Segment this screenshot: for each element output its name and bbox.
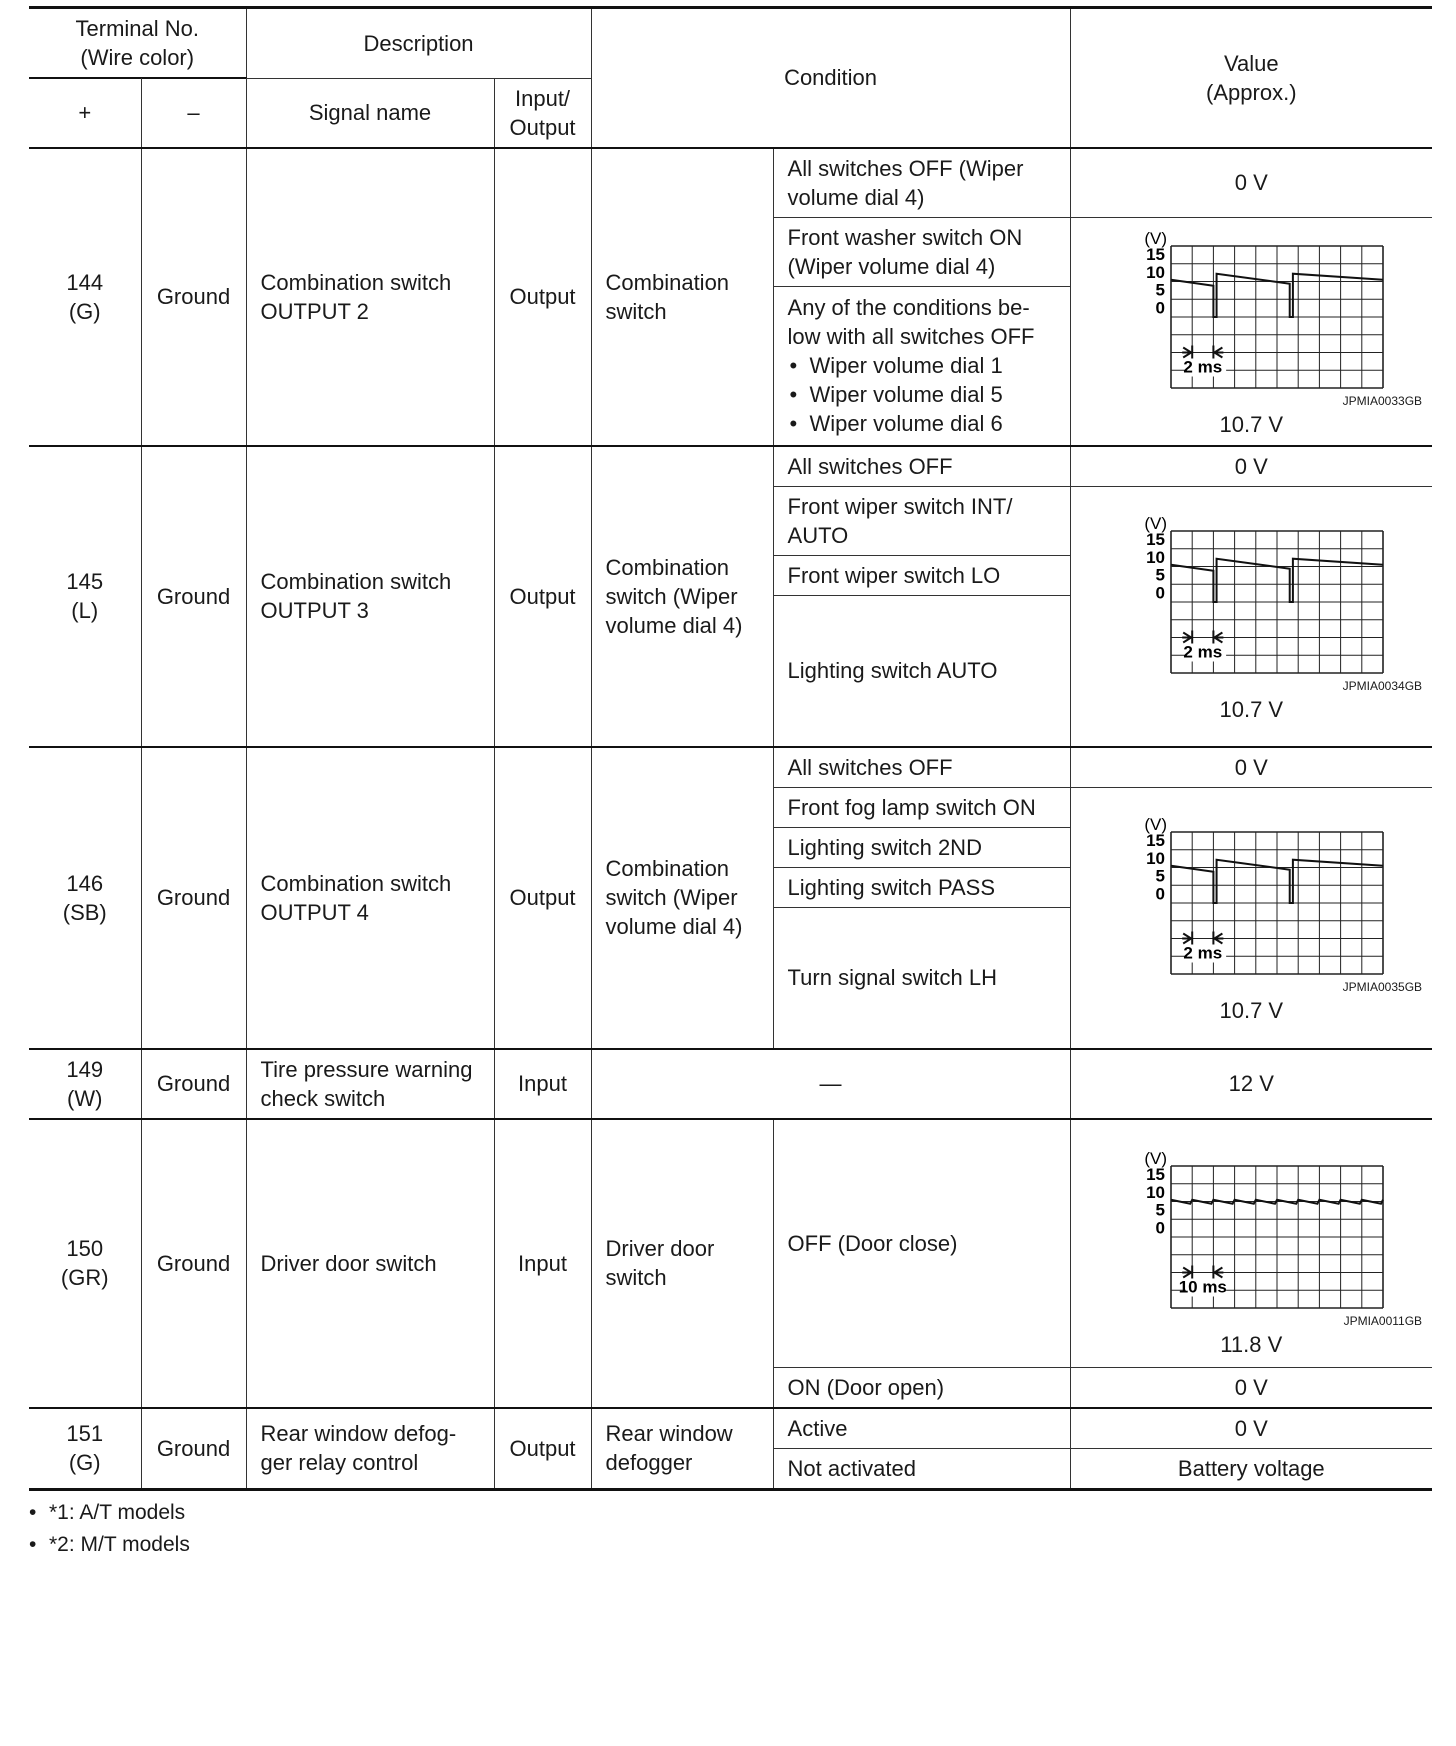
- axis-tick-label: 5: [1155, 565, 1166, 584]
- ground-cell: Ground: [141, 747, 246, 1049]
- value-cell: 0 V: [1070, 1408, 1432, 1449]
- terminal-spec-table: [29, 6, 1432, 1491]
- axis-tick-label: 0: [1155, 884, 1166, 904]
- waveform-svg: [1101, 1142, 1401, 1314]
- scale-arrow: [1182, 1267, 1191, 1277]
- signal-name-cell: Combination switch OUTPUT 3: [246, 446, 494, 747]
- io-cell: Output: [494, 1408, 591, 1490]
- signal-name-cell: Combination switch OUTPUT 2: [246, 148, 494, 446]
- axis-tick-label: 15: [1146, 244, 1166, 264]
- time-scale-label: 2 ms: [1183, 943, 1223, 963]
- terminal-cell: 151 (G): [29, 1408, 141, 1490]
- scale-arrow: [1182, 934, 1191, 944]
- io-cell: Output: [494, 446, 591, 747]
- waveform-graph: [1079, 507, 1425, 679]
- axis-unit-label: (V): [1144, 228, 1168, 248]
- io-cell: Output: [494, 148, 591, 446]
- header-description: Description: [246, 8, 591, 79]
- waveform-svg: [1101, 507, 1401, 679]
- condition-cell: Front wiper switch INT/ AUTO: [773, 486, 1070, 555]
- list-item: • Wiper volume dial 5: [810, 380, 1056, 409]
- ground-cell: Ground: [141, 1408, 246, 1490]
- condition-cell: Front washer switch ON (Wiper volume dial 4): [773, 217, 1070, 287]
- list-item: • Wiper volume dial 1: [810, 351, 1056, 380]
- scale-arrow: [1182, 632, 1191, 642]
- axis-tick-label: 5: [1155, 280, 1166, 299]
- ground-cell: Ground: [141, 148, 246, 446]
- waveform-cell: [1070, 1119, 1432, 1368]
- condition-cell: Lighting switch 2ND: [773, 827, 1070, 867]
- waveform-svg: [1101, 222, 1401, 394]
- header-input-output: Input/ Output: [494, 78, 591, 148]
- condition-cell: Lighting switch PASS: [773, 867, 1070, 907]
- axis-tick-label: 15: [1146, 831, 1166, 850]
- header-value: Value (Approx.): [1070, 8, 1432, 148]
- axis-unit-label: (V): [1144, 815, 1168, 834]
- condition-cell: OFF (Door close): [773, 1119, 1070, 1368]
- header-minus: –: [141, 78, 246, 148]
- scale-arrow: [1215, 347, 1224, 357]
- axis-tick-label: 0: [1155, 1217, 1166, 1237]
- waveform-value: 10.7 V: [1219, 411, 1284, 437]
- header-plus: +: [29, 78, 141, 148]
- condition-cell: Any of the conditions be-low with all switches OFF • Wiper volume dial 1 • Wiper volume dial 5 • Wiper volume dial 6: [773, 287, 1070, 446]
- value-cell: 0 V: [1070, 446, 1432, 487]
- condition-cell: Front wiper switch LO: [773, 555, 1070, 595]
- value-cell: 0 V: [1070, 747, 1432, 788]
- axis-tick-label: 10: [1146, 848, 1166, 868]
- scale-arrow: [1215, 632, 1224, 642]
- condition-group-cell: Driver door switch: [591, 1119, 773, 1408]
- time-scale-label: 2 ms: [1183, 357, 1223, 376]
- waveform-svg: [1101, 808, 1401, 980]
- footnote: • *1: A/T models: [29, 1497, 1432, 1529]
- waveform-value: 10.7 V: [1219, 998, 1284, 1023]
- terminal-cell: 145 (L): [29, 446, 141, 747]
- figure-code: JPMIA0034GB: [1342, 678, 1423, 693]
- waveform-graph: [1079, 1142, 1425, 1314]
- waveform-value: 10.7 V: [1219, 696, 1284, 722]
- scale-arrow: [1215, 934, 1224, 944]
- terminal-cell: 144 (G): [29, 148, 141, 446]
- table-row: [29, 1049, 1432, 1119]
- axis-tick-label: 15: [1146, 529, 1166, 549]
- condition-cell: Lighting switch AUTO: [773, 595, 1070, 747]
- footnotes: [29, 1497, 1432, 1561]
- scale-arrow: [1182, 347, 1191, 357]
- axis-tick-label: 5: [1155, 866, 1166, 886]
- waveform-cell: [1070, 217, 1432, 446]
- header-condition: Condition: [591, 8, 1070, 148]
- terminal-cell: 150 (GR): [29, 1119, 141, 1408]
- condition-cell: ON (Door open): [773, 1367, 1070, 1408]
- signal-name-cell: Combination switch OUTPUT 4: [246, 747, 494, 1049]
- condition-group-cell: Combination switch (Wiper volume dial 4): [591, 446, 773, 747]
- ground-cell: Ground: [141, 1119, 246, 1408]
- figure-code: JPMIA0033GB: [1342, 393, 1423, 408]
- condition-cell: All switches OFF: [773, 446, 1070, 487]
- condition-cell: All switches OFF (Wiper volume dial 4): [773, 148, 1070, 218]
- waveform-cell: [1070, 787, 1432, 1049]
- table-row: [29, 1119, 1432, 1368]
- table-row: [29, 148, 1432, 218]
- condition-cell: Turn signal switch LH: [773, 907, 1070, 1049]
- value-cell: 0 V: [1070, 1367, 1432, 1408]
- value-cell: 0 V: [1070, 148, 1432, 218]
- condition-cell: —: [591, 1049, 1070, 1119]
- terminal-cell: 149 (W): [29, 1049, 141, 1119]
- axis-tick-label: 10: [1146, 262, 1166, 282]
- io-cell: Input: [494, 1119, 591, 1408]
- axis-unit-label: (V): [1144, 1148, 1168, 1168]
- list-item: • Wiper volume dial 6: [810, 409, 1056, 438]
- document: [29, 6, 1432, 1561]
- condition-group-cell: Combination switch (Wiper volume dial 4): [591, 747, 773, 1049]
- condition-cell: Not activated: [773, 1448, 1070, 1489]
- table-row: [29, 1408, 1432, 1449]
- table-row: [29, 747, 1432, 788]
- io-cell: Input: [494, 1049, 591, 1119]
- value-cell: 12 V: [1070, 1049, 1432, 1119]
- figure-code: JPMIA0035GB: [1342, 980, 1423, 994]
- ground-cell: Ground: [141, 446, 246, 747]
- signal-name-cell: Tire pressure warning check switch: [246, 1049, 494, 1119]
- axis-tick-label: 0: [1155, 297, 1166, 317]
- axis-unit-label: (V): [1144, 513, 1168, 533]
- header-terminal-no: Terminal No. (Wire color): [29, 8, 246, 79]
- axis-tick-label: 15: [1146, 1164, 1166, 1184]
- io-cell: Output: [494, 747, 591, 1049]
- waveform-cell: [1070, 486, 1432, 747]
- value-cell: Battery voltage: [1070, 1448, 1432, 1489]
- axis-tick-label: 5: [1155, 1200, 1166, 1219]
- axis-tick-label: 10: [1146, 547, 1166, 567]
- time-scale-label: 10 ms: [1178, 1277, 1228, 1296]
- axis-tick-label: 10: [1146, 1182, 1166, 1202]
- ground-cell: Ground: [141, 1049, 246, 1119]
- waveform-graph: [1079, 808, 1425, 980]
- condition-list: [788, 351, 1056, 438]
- condition-group-cell: Combination switch: [591, 148, 773, 446]
- condition-cell: All switches OFF: [773, 747, 1070, 788]
- table-row: [29, 446, 1432, 487]
- terminal-cell: 146 (SB): [29, 747, 141, 1049]
- time-scale-label: 2 ms: [1183, 642, 1223, 661]
- condition-cell: Front fog lamp switch ON: [773, 787, 1070, 827]
- header-signal-name: Signal name: [246, 78, 494, 148]
- signal-name-cell: Rear window defog-ger relay control: [246, 1408, 494, 1490]
- condition-cell: Active: [773, 1408, 1070, 1449]
- scale-arrow: [1215, 1267, 1224, 1277]
- condition-group-cell: Rear window defogger: [591, 1408, 773, 1490]
- signal-name-cell: Driver door switch: [246, 1119, 494, 1408]
- waveform-value: 11.8 V: [1220, 1331, 1283, 1357]
- waveform-graph: [1079, 222, 1425, 394]
- footnote: • *2: M/T models: [29, 1529, 1432, 1561]
- figure-code: JPMIA0011GB: [1343, 1313, 1423, 1328]
- axis-tick-label: 0: [1155, 582, 1166, 602]
